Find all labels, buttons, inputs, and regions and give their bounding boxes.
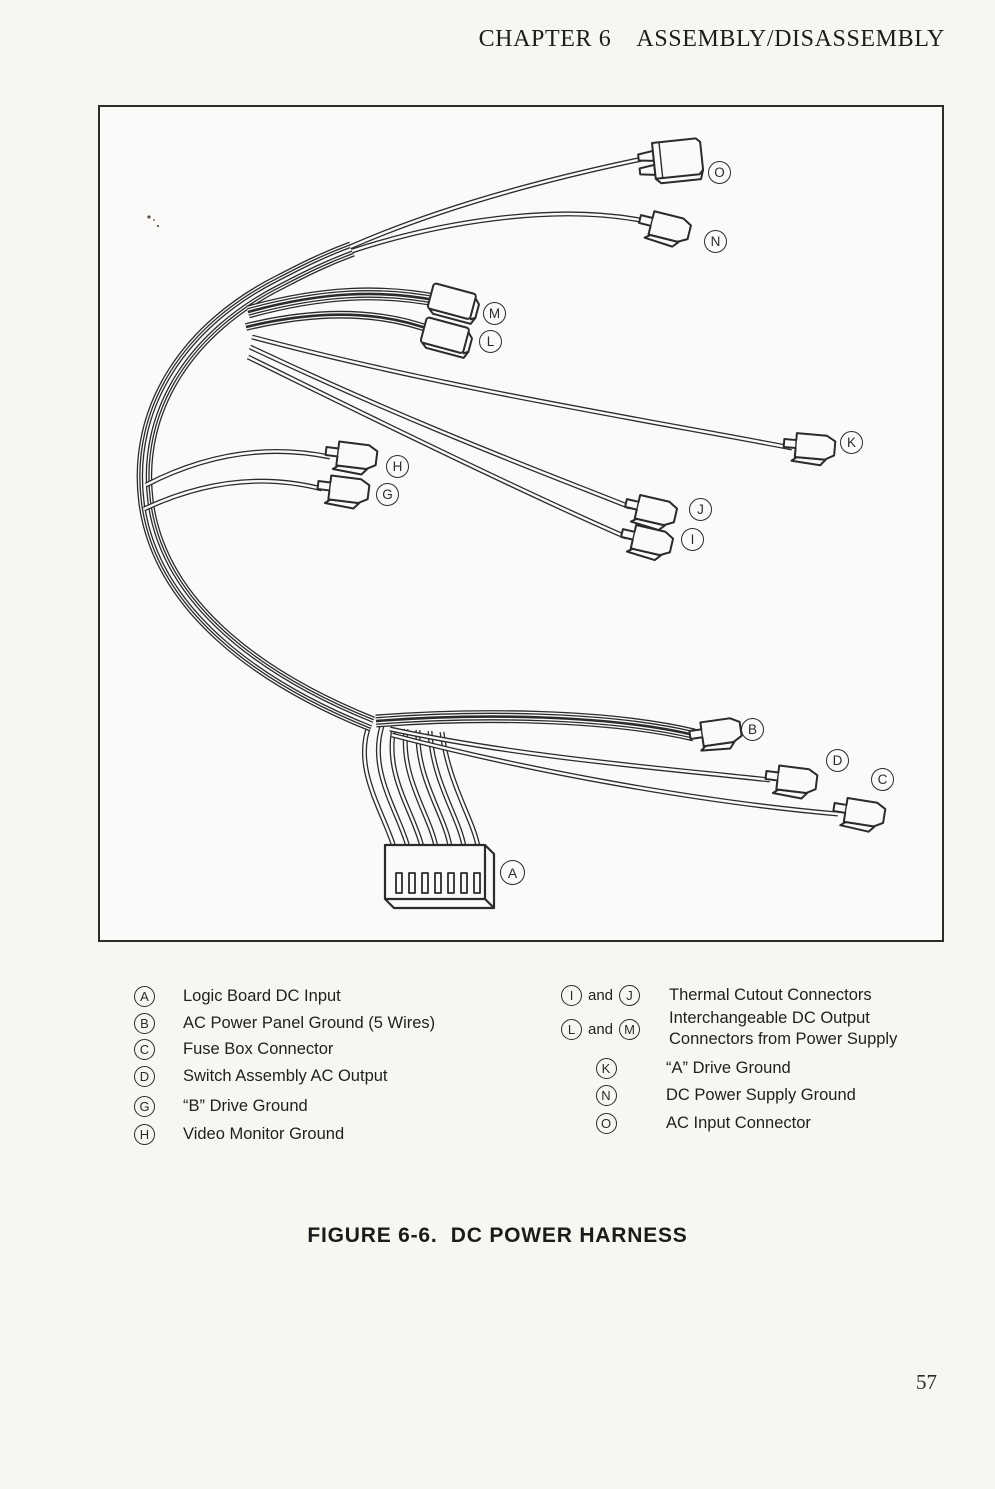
legend-marker-B: B (134, 1013, 155, 1034)
connector-C-shape (831, 796, 886, 834)
legend-text-LM: Interchangeable DC Output Connectors from Power Supply (669, 1009, 898, 1048)
legend-text-C: Fuse Box Connector (183, 1039, 334, 1058)
legend-item-H (134, 1123, 435, 1145)
legend-marker-I: I (561, 985, 582, 1006)
legend-markers-N (558, 1085, 654, 1106)
connector-G-shape (316, 474, 370, 510)
legend-joiner-IJ: and (588, 986, 614, 1004)
connector-O-shape (637, 138, 704, 185)
figure-box (98, 105, 944, 942)
legend-item-K (558, 1057, 919, 1079)
legend-text-K: “A” Drive Ground (666, 1058, 791, 1077)
legend-text-B: AC Power Panel Ground (5 Wires) (183, 1013, 436, 1032)
legend-marker-N: N (596, 1085, 617, 1106)
connector-label-K: K (840, 431, 863, 454)
legend-marker-H: H (134, 1124, 155, 1145)
legend-marker-L: L (561, 1019, 582, 1040)
connector-label-G: G (376, 483, 399, 506)
legend-item-C (134, 1038, 435, 1060)
page-number: 57 (916, 1370, 937, 1394)
scan-speck (147, 215, 159, 227)
connector-label-J: J (689, 498, 712, 521)
connector-label-C: C (871, 768, 894, 791)
wires-to-M-L (246, 294, 440, 331)
legend-item-N (558, 1084, 919, 1106)
legend-text-H: Video Monitor Ground (183, 1124, 345, 1143)
legend-markers-O (558, 1113, 654, 1134)
connector-label-L: L (479, 330, 502, 353)
chapter-header: CHAPTER 6 ASSEMBLY/DISASSEMBLY (478, 26, 945, 52)
legend-marker-M: M (619, 1019, 640, 1040)
legend-item-B (134, 1012, 435, 1034)
legend-text-D: Switch Assembly AC Output (183, 1066, 388, 1085)
legend-item-D (134, 1065, 435, 1087)
harness-diagram (100, 107, 942, 940)
legend-text-O: AC Input Connector (666, 1113, 811, 1132)
connector-label-D: D (826, 749, 849, 772)
legend-markers-K (558, 1058, 654, 1079)
legend-text-IJ: Thermal Cutout Connectors (669, 985, 872, 1004)
legend-markers-IJ (558, 985, 657, 1006)
connector-H-shape (324, 440, 378, 476)
legend-marker-C: C (134, 1039, 155, 1060)
legend-item-O (558, 1112, 919, 1134)
connector-label-I: I (681, 528, 704, 551)
connector-J-shape (622, 492, 678, 533)
legend-marker-A: A (134, 986, 155, 1007)
legend-marker-J: J (619, 985, 640, 1006)
legend-markers-LM (558, 1019, 657, 1040)
legend-text-G: “B” Drive Ground (183, 1096, 308, 1115)
legend-left-column (134, 983, 435, 1145)
legend-marker-D: D (134, 1066, 155, 1087)
legend-joiner-LM: and (588, 1020, 614, 1038)
connector-D-shape (764, 764, 818, 800)
connector-I-shape (618, 522, 674, 563)
connector-label-O: O (708, 161, 731, 184)
legend-item-A (134, 985, 435, 1007)
legend-right-column (558, 983, 919, 1134)
legend-item-IJ (558, 984, 919, 1006)
legend-marker-G: G (134, 1096, 155, 1117)
connector-B-shape (688, 717, 743, 754)
connector-A-shape (385, 845, 494, 908)
connector-N-shape (635, 208, 692, 249)
connector-label-M: M (483, 302, 506, 325)
wires-to-O-N (350, 157, 652, 251)
connector-label-A: A (500, 860, 525, 885)
connector-label-B: B (741, 718, 764, 741)
connector-label-H: H (386, 455, 409, 478)
legend-item-G (134, 1095, 435, 1117)
connector-label-N: N (704, 230, 727, 253)
wire-run-to-B (376, 717, 694, 735)
legend-text-A: Logic Board DC Input (183, 986, 341, 1005)
wires-to-H-G (144, 452, 330, 509)
legend-marker-K: K (596, 1058, 617, 1079)
legend-item-LM (558, 1008, 919, 1050)
legend-marker-O: O (596, 1113, 617, 1134)
figure-caption: FIGURE 6-6. DC POWER HARNESS (307, 1224, 688, 1247)
legend-text-N: DC Power Supply Ground (666, 1085, 856, 1104)
